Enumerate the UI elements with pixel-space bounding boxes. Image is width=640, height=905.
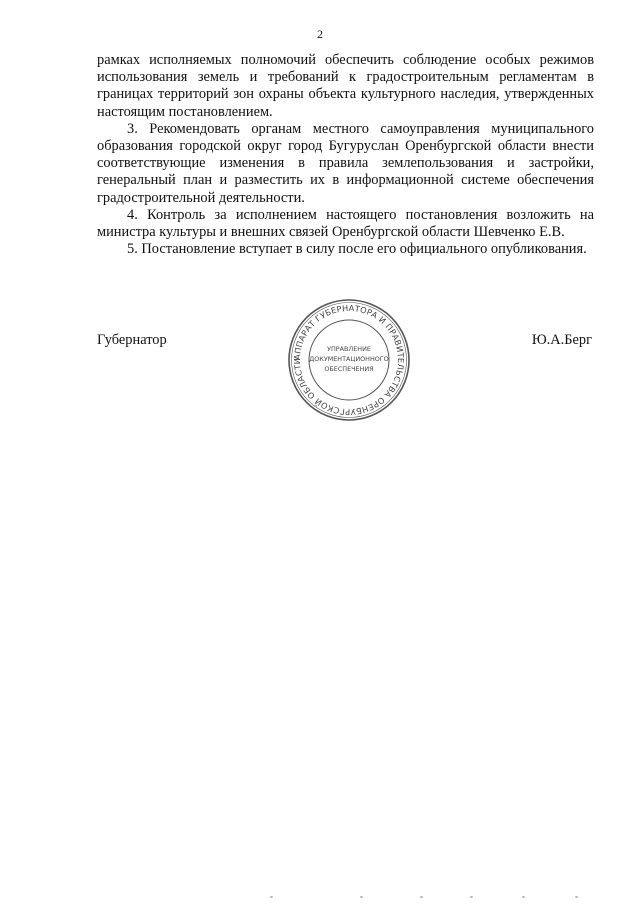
paragraph-item-4: 4. Контроль за исполнением настоящего постановления возложить на министра культуры и внешних связей Оренбургской области Шевченко Е.В.	[97, 206, 594, 241]
paragraph-continuation: рамках исполняемых полномочий обеспечить соблюдение особых режимов использования земель и требований к градостроительным регламентам в границах территорий зон охраны объекта культурного наследия, утвержденных настоящим постановлением.	[97, 52, 594, 120]
stamp-seal-icon	[287, 298, 411, 422]
document-body	[97, 52, 594, 258]
paragraph-item-5: 5. Постановление вступает в силу после его официального опубликования.	[127, 241, 587, 258]
official-stamp	[287, 298, 411, 422]
svg-text:ДОКУМЕНТАЦИОННОГО: ДОКУМЕНТАЦИОННОГО	[309, 355, 389, 363]
scan-artifact-marks	[270, 896, 590, 902]
paragraph-item-3: 3. Рекомендовать органам местного самоуправления муниципального образования городской округ город Бугуруслан Оренбургской области внести соответствующие изменения в правила землепользования и застройки, генеральный план и разместить их в информационной системе обеспечения градостроительной деятельности.	[97, 120, 594, 206]
signer-title: Губернатор	[97, 332, 167, 348]
svg-text:УПРАВЛЕНИЕ: УПРАВЛЕНИЕ	[327, 345, 371, 353]
signer-name: Ю.А.Берг	[531, 332, 592, 348]
svg-text:АППАРАТ ГУБЕРНАТОРА И ПРАВИТЕЛ: АППАРАТ ГУБЕРНАТОРА И ПРАВИТЕЛЬСТВА ОРЕНБУРГСКОЙ ОБЛАСТИ	[291, 302, 407, 418]
svg-text:ОБЕСПЕЧЕНИЯ: ОБЕСПЕЧЕНИЯ	[324, 365, 374, 373]
page-number: 2	[317, 27, 323, 41]
